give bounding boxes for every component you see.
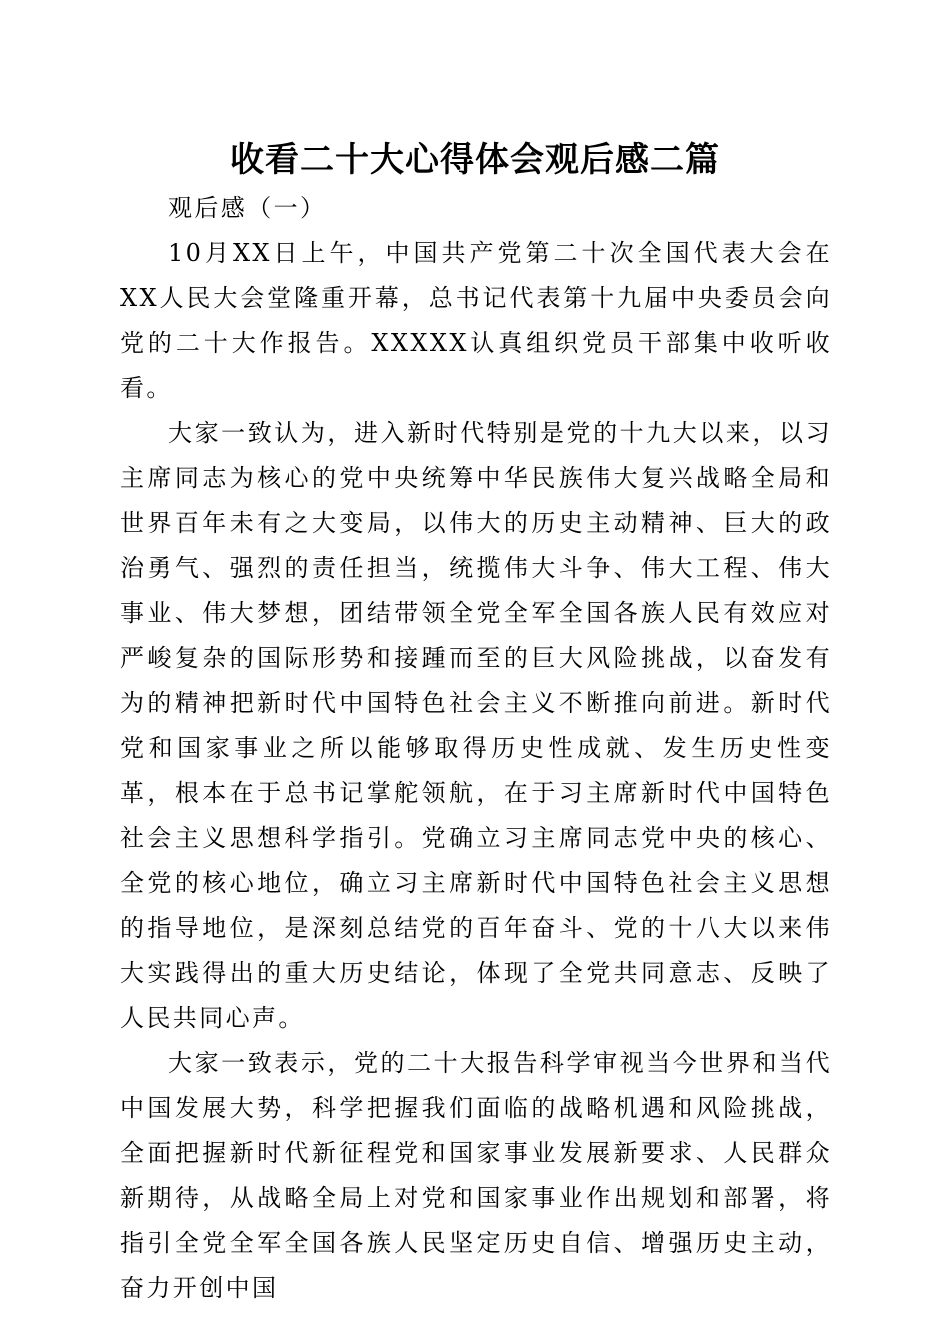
paragraph: 大家一致认为，进入新时代特别是党的十九大以来，以习主席同志为核心的党中央统筹中华民族伟大复兴战略全局和世界百年未有之大变局，以伟大的历史主动精神、巨大的政治勇气、强烈的责任担当，统揽伟大斗争、伟大工程、伟大事业、伟大梦想，团结带领全党全军全国各族人民有效应对严峻复杂的国际形势和接踵而至的巨大风险挑战，以奋发有为的精神把新时代中国特色社会主义不断推向前进。新时代党和国家事业之所以能够取得历史性成就、发生历史性变革，根本在于总书记掌舵领航，在于习主席新时代中国特色社会主义思想科学指引。党确立习主席同志党中央的核心、全党的核心地位，确立习主席新时代中国特色社会主义思想的指导地位，是深刻总结党的百年奋斗、党的十八大以来伟大实践得出的重大历史结论，体现了全党共同意志、反映了人民共同心声。 [120, 419, 832, 1032]
document-title: 收看二十大心得体会观后感二篇 [230, 140, 720, 180]
section-heading: 观后感（一） [168, 194, 327, 222]
paragraph: 10月XX日上午，中国共产党第二十次全国代表大会在XX人民大会堂隆重开幕，总书记代表第十九届中央委员会向党的二十大作报告。XXXXX认真组织党员干部集中收听收看。 [120, 239, 832, 402]
paragraph: 大家一致表示，党的二十大报告科学审视当今世界和当代中国发展大势，科学把握我们面临的战略机遇和风险挑战，全面把握新时代新征程党和国家事业发展新要求、人民群众新期待，从战略全局上对党和国家事业作出规划和部署，将指引全党全军全国各族人民坚定历史自信、增强历史主动，奋力开创中国 [120, 1049, 832, 1302]
document-body [120, 186, 832, 1311]
